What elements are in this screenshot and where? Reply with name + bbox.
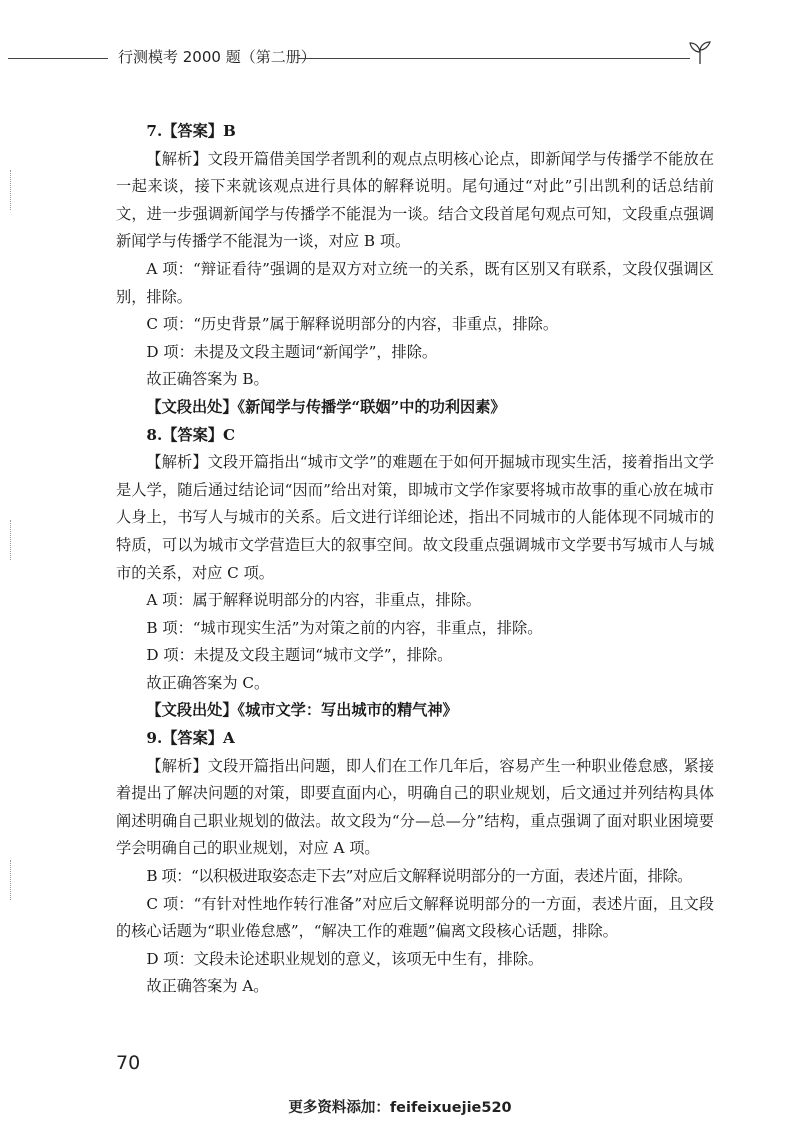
option-explanation: D 项：文段未论述职业规划的意义，该项无中生有，排除。 — [146, 949, 544, 968]
header-rule-left — [8, 58, 108, 59]
answer-heading: 7.【答案】B — [146, 122, 236, 140]
option-explanation: B 项：“以积极进取姿态走下去”对应后文解释说明部分的一方面，表述片面，排除。 — [146, 867, 692, 886]
option-explanation: B 项：“城市现实生活”为对策之前的内容，非重点，排除。 — [146, 618, 543, 637]
option-explanation: C 项：“历史背景”属于解释说明部分的内容，非重点，排除。 — [146, 315, 559, 334]
answer-explanations — [116, 118, 714, 1001]
final-answer: 故正确答案为 B。 — [146, 370, 269, 389]
analysis-paragraph: 【解析】文段开篇指出“城市文学”的难题在于如何开掘城市现实生活，接着指出文学是人学，随后通过结论词“因而”给出对策，即城市文学作家要将城市故事的重心放在城市人身上，书写人与城市的关系。后文进行详细论述，指出不同城市的人能体现不同城市的特质，可以为城市文学营造巨大的叙事空间。故文段重点强调城市文学要书写城市人与城市的关系，对应 C 项。 — [116, 453, 714, 582]
answer-heading: 9.【答案】A — [146, 729, 235, 748]
answer-heading: 8.【答案】C — [146, 425, 236, 444]
footer-note: 更多资料添加：feifeixuejie520 — [288, 1100, 512, 1116]
final-answer: 故正确答案为 C。 — [146, 673, 270, 692]
option-explanation: A 项：“辩证看待”强调的是双方对立统一的关系，既有区别又有联系，文段仅强调区别，排除。 — [116, 259, 714, 306]
option-explanation: D 项：未提及文段主题词“新闻学”，排除。 — [146, 342, 438, 361]
final-answer: 故正确答案为 A。 — [146, 977, 269, 996]
source-citation: 【文段出处】《新闻学与传播学“联姻”中的功利因素》 — [146, 397, 506, 416]
analysis-paragraph: 【解析】文段开篇借美国学者凯利的观点点明核心论点，即新闻学与传播学不能放在一起来谈，接下来就该观点进行具体的解释说明。尾句通过“对此”引出凯利的话总结前文，进一步强调新闻学与传播学不能混为一谈。结合文段首尾句观点可知，文段重点强调新闻学与传播学不能混为一谈，对应 B 项。 — [116, 149, 714, 251]
option-explanation: C 项：“有针对性地作转行准备”对应后文解释说明部分的一方面，表述片面，且文段的核心话题为“职业倦怠感”，“解决工作的难题”偏离文段核心话题，排除。 — [116, 894, 714, 941]
page-number: 70 — [116, 1052, 141, 1074]
scan-mark — [10, 860, 12, 900]
analysis-paragraph: 【解析】文段开篇指出问题，即人们在工作几年后，容易产生一种职业倦怠感，紧接着提出了解决问题的对策，即要直面内心，明确自己的职业规划，后文通过并列结构具体阐述明确自己职业规划的做法。故文段为“分—总—分”结构，重点强调了面对职业困境要学会明确自己的职业规划，对应 A 项。 — [116, 756, 714, 858]
book-title: 行测模考 2000 题（第二册） — [118, 48, 316, 66]
scan-mark — [10, 520, 12, 560]
sprout-icon — [686, 40, 714, 66]
option-explanation: A 项：属于解释说明部分的内容，非重点，排除。 — [146, 591, 482, 610]
running-header — [0, 40, 800, 76]
header-rule-right — [298, 58, 690, 59]
option-explanation: D 项：未提及文段主题词“城市文学”，排除。 — [146, 646, 453, 665]
scan-mark — [10, 170, 12, 210]
source-citation: 【文段出处】《城市文学：写出城市的精气神》 — [146, 701, 458, 720]
